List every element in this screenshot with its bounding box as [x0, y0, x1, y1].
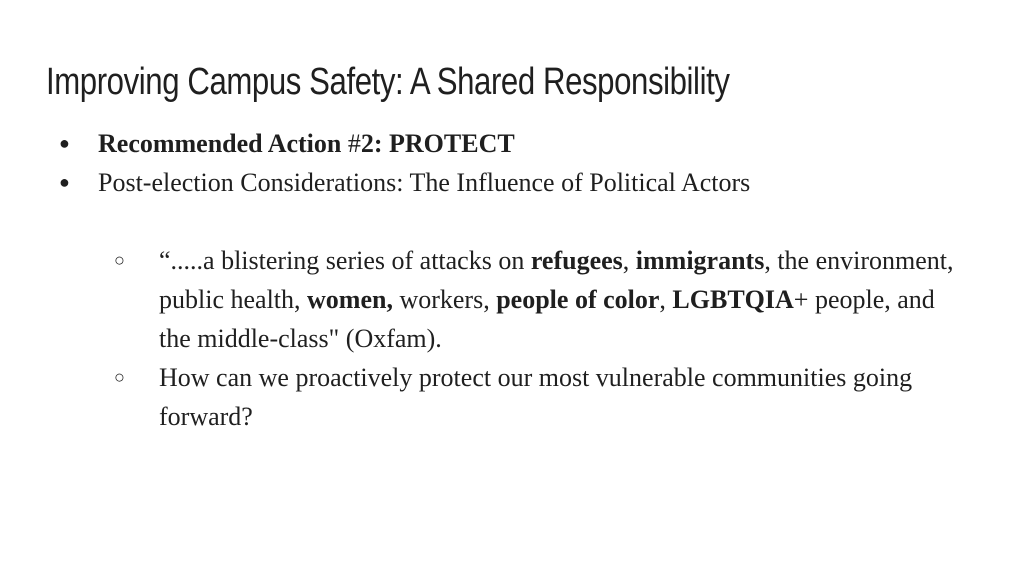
slide-body — [0, 124, 1024, 436]
action-protect: 2: PROTECT — [360, 129, 515, 158]
spacer — [0, 202, 1024, 241]
quote-text-5: , — [659, 285, 673, 314]
quote-bold-lgbtqia: LGBTQIA — [672, 285, 794, 314]
bullet-dot-icon: ● — [59, 172, 70, 192]
quote-text-3: , the environment, public health, — [159, 246, 954, 314]
post-election-text: Post-election Considerations: The Influence of Political Actors — [98, 168, 751, 197]
hash-symbol: # — [347, 129, 361, 158]
question-text: How can we proactively protect our most vulnerable communities going forward? — [159, 363, 913, 431]
bullet-recommended-action — [0, 124, 1024, 163]
quote-text-1: “.....a blistering series of attacks on — [159, 246, 531, 275]
sub-bullet-question — [0, 358, 1024, 436]
quote-text-2: , — [622, 246, 636, 275]
quote-bold-refugees: refugees — [530, 246, 623, 275]
recommended-action-label: Recommended Action — [98, 129, 348, 158]
bullet-dot-icon: ● — [59, 133, 70, 153]
bullet-circle-icon: ○ — [114, 367, 125, 387]
bullet-post-election — [0, 163, 1024, 202]
quote-text-4: workers, — [392, 285, 497, 314]
sub-bullet-quote — [0, 241, 1024, 358]
bullet-circle-icon: ○ — [114, 250, 125, 270]
quote-bold-women: women, — [307, 285, 393, 314]
quote-bold-people-of-color: people of color — [496, 285, 660, 314]
slide-title: Improving Campus Safety: A Shared Responsibility — [46, 61, 730, 103]
quote-bold-immigrants: immigrants — [635, 246, 765, 275]
quote-text-6: + people, and the middle-class" (Oxfam). — [159, 285, 935, 353]
